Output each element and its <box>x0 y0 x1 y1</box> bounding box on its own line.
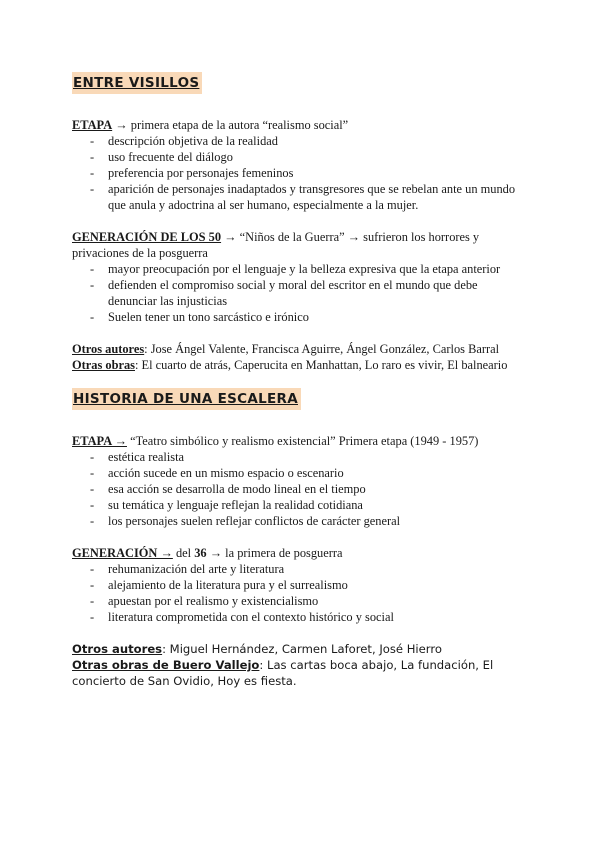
otras-obras-text: : El cuarto de atrás, Caperucita en Manhattan, Lo raro es vivir, El balneario <box>134 358 508 372</box>
etapa-text: “Teatro simbólico y realismo existencial” Primera etapa (1949 - 1957) <box>126 434 479 448</box>
list-item: - literatura comprometida con el contexto histórico y social <box>90 609 528 625</box>
otros-autores-line <box>72 641 528 657</box>
otros-autores-label: Otros autores <box>72 342 145 356</box>
otras-obras-text: : Las cartas boca abajo, La fundación, El concierto de San Ovidio, Hoy es fiesta. <box>72 658 494 688</box>
list-item: - los personajes suelen reflejar conflictos de carácter general <box>90 513 528 529</box>
list-item: - esa acción se desarrolla de modo lineal en el tiempo <box>90 481 528 497</box>
list-item: - rehumanización del arte y literatura <box>90 561 528 577</box>
list-item: - aparición de personajes inadaptados y transgresores que se rebelan ante un mundo que anula y adoctrina al ser humano, especialmente a la mujer. <box>90 181 528 213</box>
etapa-line <box>72 117 528 133</box>
generacion-number: 36 <box>194 546 207 560</box>
list-item: - acción sucede en un mismo espacio o escenario <box>90 465 528 481</box>
generacion-text: → “Niños de la Guerra” → sufrieron los horrores y privaciones de la posguerra <box>72 230 480 260</box>
otras-obras-line <box>72 657 528 689</box>
list-item: - defienden el compromiso social y moral del escritor en el mundo que debe denunciar las injusticias <box>90 277 528 309</box>
section-title-entre-visillos: ENTRE VISILLOS <box>72 72 202 94</box>
etapa-line <box>72 433 528 449</box>
otros-autores-text: : Miguel Hernández, Carmen Laforet, José Hierro <box>162 642 442 656</box>
generacion-line <box>72 545 528 561</box>
list-item: - alejamiento de la literatura pura y el surrealismo <box>90 577 528 593</box>
list-item: - mayor preocupación por el lenguaje y la belleza expresiva que la etapa anterior <box>90 261 528 277</box>
etapa-text: → primera etapa de la autora “realismo social” <box>112 118 349 132</box>
otros-autores-text: : Jose Ángel Valente, Francisca Aguirre, Ángel González, Carlos Barral <box>144 342 500 356</box>
generacion-text-post: → la primera de posguerra <box>206 546 343 560</box>
etapa-label: ETAPA <box>72 118 113 132</box>
otros-autores-label: Otros autores <box>72 642 163 656</box>
otros-autores-line <box>72 341 528 357</box>
etapa-label: ETAPA → <box>72 434 127 448</box>
list-item: - apuestan por el realismo y existencialismo <box>90 593 528 609</box>
generacion-label: GENERACIÓN → <box>72 546 173 560</box>
section-title-historia-de-una-escalera: HISTORIA DE UNA ESCALERA <box>72 388 301 410</box>
generacion-label: GENERACIÓN DE LOS 50 <box>72 230 222 244</box>
list-item: - estética realista <box>90 449 528 465</box>
list-item: - uso frecuente del diálogo <box>90 149 528 165</box>
list-item: - preferencia por personajes femeninos <box>90 165 528 181</box>
list-item: - su temática y lenguaje reflejan la realidad cotidiana <box>90 497 528 513</box>
generacion-text-pre: del <box>172 546 195 560</box>
document-body <box>72 72 528 689</box>
otras-obras-label: Otras obras <box>72 358 135 372</box>
list-item: - descripción objetiva de la realidad <box>90 133 528 149</box>
generacion-list <box>72 261 528 325</box>
otras-obras-line <box>72 357 528 373</box>
etapa-list <box>72 449 528 529</box>
list-item: - Suelen tener un tono sarcástico e irónico <box>90 309 528 325</box>
generacion-line <box>72 229 528 261</box>
generacion-list <box>72 561 528 625</box>
etapa-list <box>72 133 528 213</box>
otras-obras-label: Otras obras de Buero Vallejo <box>72 658 260 672</box>
